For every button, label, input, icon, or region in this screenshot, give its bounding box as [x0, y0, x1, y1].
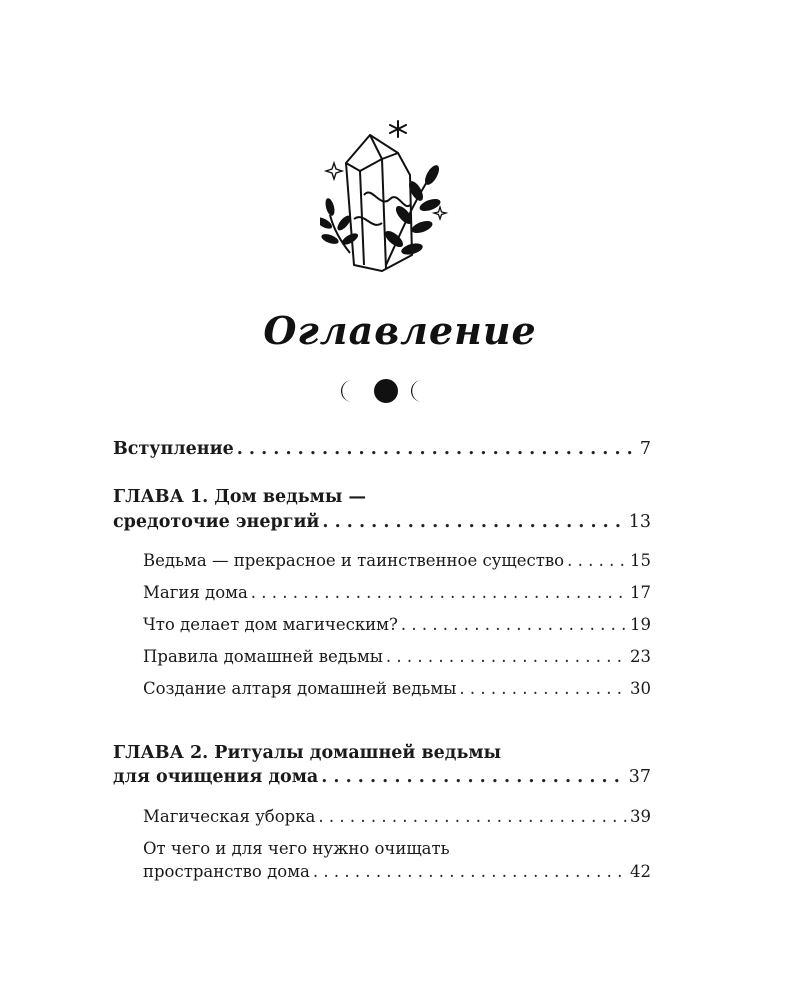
toc-entry-section[interactable] — [143, 806, 651, 828]
toc-entry-chapter-1[interactable] — [113, 511, 651, 533]
toc-entry-section[interactable] — [143, 861, 651, 883]
dot-leader — [567, 550, 627, 572]
dot-leader — [251, 582, 627, 604]
dot-leader — [386, 646, 627, 668]
toc-entry-page: 30 — [630, 679, 651, 698]
waxing-moon-icon — [411, 380, 422, 402]
full-moon-icon — [374, 379, 398, 403]
toc-entry-label: Ведьма — прекрасное и таинственное существо — [143, 551, 565, 570]
chapter-1-title-line-1[interactable]: ГЛАВА 1. Дом ведьмы — — [113, 487, 367, 507]
dot-leader — [237, 438, 637, 460]
toc-entry-label: Вступление — [113, 439, 234, 459]
toc-entry-section[interactable] — [143, 614, 651, 636]
toc-entry-label: для очищения дома — [113, 767, 319, 787]
toc-entry-label: пространство дома — [143, 862, 310, 881]
toc-entry-page: 13 — [628, 512, 651, 532]
toc-entry-page: 37 — [628, 767, 651, 787]
toc-entry-section[interactable] — [143, 678, 651, 700]
toc-entry-section[interactable] — [143, 646, 651, 668]
toc-entry-label: средоточие энергий — [113, 512, 320, 532]
toc-entry-label: Правила домашней ведьмы — [143, 647, 383, 666]
chapter-2-title-line-1[interactable]: ГЛАВА 2. Ритуалы домашней ведьмы — [113, 743, 502, 763]
toc-entry-page: 39 — [630, 807, 651, 826]
dot-leader — [318, 806, 627, 828]
toc-entry-page: 17 — [630, 583, 651, 602]
toc-entry-page: 7 — [639, 439, 651, 459]
page-title: Оглавление — [263, 308, 537, 353]
waning-moon-icon — [341, 380, 352, 402]
toc-entry-page: 42 — [630, 862, 651, 881]
sparkle-icon — [434, 207, 446, 219]
dot-leader — [401, 614, 627, 636]
star-icon — [390, 121, 406, 137]
toc-entry-label: Магия дома — [143, 583, 248, 602]
toc-entry-label: Что делает дом магическим? — [143, 615, 398, 634]
toc-entry-label: Создание алтаря домашней ведьмы — [143, 679, 457, 698]
dot-leader — [322, 511, 625, 533]
toc-entry-page: 19 — [630, 615, 651, 634]
toc-entry-section-line-1[interactable]: От чего и для чего нужно очищать — [143, 839, 450, 858]
toc-entry-page: 15 — [630, 551, 651, 570]
toc-entry-label: Магическая уборка — [143, 807, 316, 826]
moon-phases-icon — [336, 376, 436, 406]
toc-entry-chapter-2[interactable] — [113, 766, 651, 788]
dot-leader — [459, 678, 627, 700]
toc-entry-page: 23 — [630, 647, 651, 666]
dot-leader — [321, 766, 625, 788]
toc-entry-section[interactable] — [143, 582, 651, 604]
toc-entry-section[interactable] — [143, 550, 651, 572]
crystal-emblem-icon — [320, 115, 450, 275]
dot-leader — [313, 861, 627, 883]
toc-entry-intro[interactable] — [113, 438, 651, 460]
sparkle-icon — [326, 163, 342, 179]
